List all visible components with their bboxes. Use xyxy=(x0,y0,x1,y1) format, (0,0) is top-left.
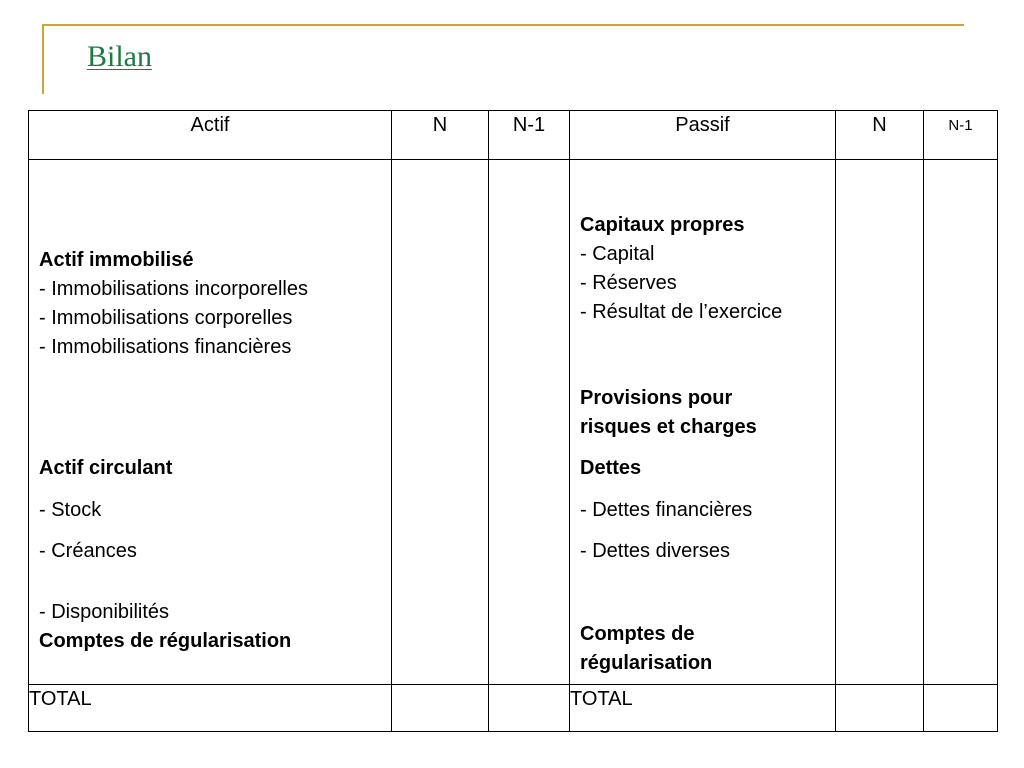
header-passif: Passif xyxy=(570,111,836,160)
actif-immobilise-item: - Immobilisations financières xyxy=(39,336,292,358)
passif-capitaux-item: - Réserves xyxy=(580,272,677,294)
actif-immobilise-item: - Immobilisations incorporelles xyxy=(39,278,308,300)
passif-capitaux-heading: Capitaux propres xyxy=(580,214,745,236)
passif-capitaux-item: - Capital xyxy=(580,243,655,265)
passif-n-cell xyxy=(836,160,924,685)
slide-title: Bilan xyxy=(87,40,152,73)
actif-disponibilites: - Disponibilités xyxy=(39,601,170,623)
actif-immobilise-item: - Immobilisations corporelles xyxy=(39,307,293,329)
actif-stock: - Stock xyxy=(39,499,102,521)
passif-provisions-block xyxy=(580,384,800,442)
passif-regularisation-block xyxy=(580,620,760,678)
actif-disponibilites-block xyxy=(39,598,385,656)
passif-dettes-diverses-block xyxy=(580,537,829,566)
passif-cell xyxy=(570,160,836,685)
header-actif: Actif xyxy=(29,111,392,160)
passif-capitaux-block xyxy=(580,211,829,327)
passif-regularisation: Comptes de régularisation xyxy=(580,623,713,674)
passif-dettes-heading: Dettes xyxy=(580,457,642,479)
passif-dettes-heading-block xyxy=(580,454,829,483)
actif-regularisation: Comptes de régularisation xyxy=(39,630,292,652)
actif-creances: - Créances xyxy=(39,540,137,562)
passif-dettes-diverses: - Dettes diverses xyxy=(580,540,731,562)
total-actif: TOTAL xyxy=(29,685,392,732)
actif-immobilise-heading: Actif immobilisé xyxy=(39,249,194,271)
header-actif-n-1: N-1 xyxy=(489,111,570,160)
passif-dettes-financieres-block xyxy=(580,496,829,525)
total-actif-n-1 xyxy=(489,685,570,732)
actif-immobilise-block xyxy=(39,246,385,362)
header-passif-n-1: N-1 xyxy=(924,111,998,160)
table-body-row xyxy=(29,160,998,685)
actif-circulant-heading: Actif circulant xyxy=(39,457,173,479)
total-passif-n-1 xyxy=(924,685,998,732)
table-total-row xyxy=(29,685,998,732)
header-actif-n: N xyxy=(392,111,489,160)
actif-n-1-cell xyxy=(489,160,570,685)
passif-provisions-heading: Provisions pour risques et charges xyxy=(580,387,757,438)
actif-creances-block xyxy=(39,537,385,566)
balance-sheet-table xyxy=(28,110,998,732)
total-passif-n xyxy=(836,685,924,732)
frame-top-line xyxy=(42,24,964,26)
passif-n-1-cell xyxy=(924,160,998,685)
actif-circulant-heading-block xyxy=(39,454,385,483)
actif-stock-block xyxy=(39,496,385,525)
actif-n-cell xyxy=(392,160,489,685)
total-passif: TOTAL xyxy=(570,685,836,732)
passif-dettes-financieres: - Dettes financières xyxy=(580,499,753,521)
total-actif-n xyxy=(392,685,489,732)
header-passif-n: N xyxy=(836,111,924,160)
table-header-row xyxy=(29,111,998,160)
actif-cell xyxy=(29,160,392,685)
frame-left-line xyxy=(42,24,44,94)
passif-capitaux-item: - Résultat de l’exercice xyxy=(580,301,783,323)
